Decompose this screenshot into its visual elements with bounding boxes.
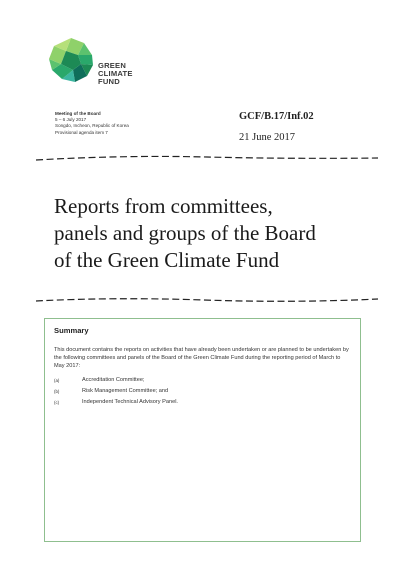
list-item xyxy=(54,399,351,406)
logo-line-2: CLIMATE xyxy=(98,69,133,79)
logo-line-1: GREEN xyxy=(98,61,127,70)
meeting-info xyxy=(55,111,129,136)
list-item-text: Accreditation Committee; xyxy=(82,376,145,383)
document-title xyxy=(54,193,384,274)
meeting-location: Songdo, Incheon, Republic of Korea xyxy=(55,123,129,129)
summary-list xyxy=(54,377,351,407)
list-item-text: Independent Technical Advisory Panel. xyxy=(82,399,178,406)
logo-wordmark xyxy=(98,62,133,87)
list-item xyxy=(54,377,351,384)
document-reference xyxy=(239,110,314,144)
summary-heading: Summary xyxy=(54,326,89,335)
meeting-title: Meeting of the Board xyxy=(55,111,101,116)
title-line-2: panels and groups of the Board xyxy=(54,221,316,245)
logo-line-3: FUND xyxy=(98,77,120,87)
summary-body: This document contains the reports on activities that have already been undertaken or are planned to be undertaken by the following committees and panels of the Board of the Green Climate Fund during the reporting period of March to May 2017: xyxy=(54,347,349,370)
list-item-text: Risk Management Committee; and xyxy=(82,387,169,394)
meeting-agenda: Provisional agenda item 7 xyxy=(55,129,108,135)
document-code: GCF/B.17/Inf.02 xyxy=(239,111,314,122)
gcf-logo xyxy=(48,37,208,89)
list-item-label: (b) xyxy=(54,388,60,394)
title-line-3: of the Green Climate Fund xyxy=(54,248,280,272)
list-item-label: (a) xyxy=(54,377,60,383)
meeting-dates: 5 – 6 July 2017 xyxy=(55,117,87,123)
top-divider xyxy=(34,154,380,162)
summary-box xyxy=(44,318,361,542)
globe-icon xyxy=(48,37,94,83)
title-line-1: Reports from committees, xyxy=(54,194,273,218)
list-item-label: (c) xyxy=(54,400,60,406)
bottom-divider xyxy=(34,296,380,304)
list-item xyxy=(54,388,351,395)
document-date: 21 June 2017 xyxy=(239,132,295,143)
